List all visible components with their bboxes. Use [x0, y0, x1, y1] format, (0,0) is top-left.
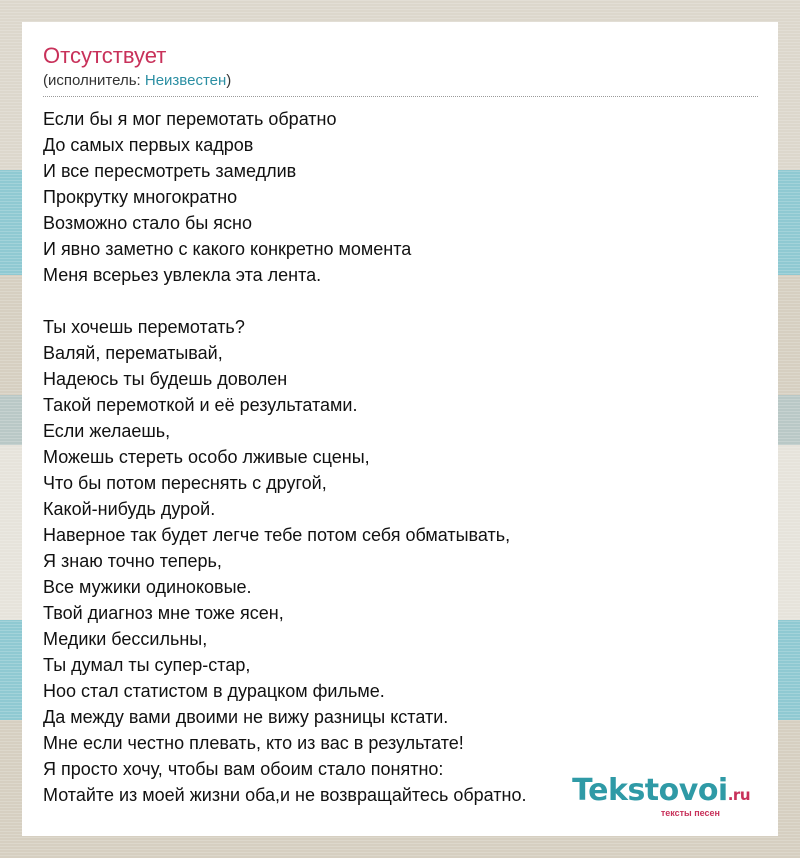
lyric-line: Ноо стал статистом в дурацком фильме. — [43, 681, 385, 701]
lyric-line: Прокрутку многократно — [43, 187, 238, 207]
lyric-line: Валяй, перематывай, — [43, 343, 223, 363]
lyric-line: Твой диагноз мне тоже ясен, — [43, 603, 284, 623]
song-title: Отсутствует — [43, 43, 167, 68]
lyric-line: Мотайте из моей жизни оба,и не возвращайтесь обратно. — [43, 785, 527, 805]
lyric-line: Если желаешь, — [43, 421, 171, 441]
logo-brand: Tekstovoi — [572, 773, 728, 808]
lyric-line: Медики бессильны, — [43, 629, 208, 649]
logo-wordmark — [572, 775, 750, 811]
lyric-line: Если бы я мог перемотать обратно — [43, 109, 337, 129]
lyric-line: Я просто хочу, чтобы вам обоим стало понятно: — [43, 759, 444, 779]
lyric-line: Надеюсь ты будешь доволен — [43, 369, 288, 389]
artist-suffix: ) — [226, 72, 232, 89]
lyric-line: Меня всерьез увлекла эта лента. — [43, 265, 322, 285]
lyric-line: Что бы потом переснять с другой, — [43, 473, 327, 493]
lyric-line: И явно заметно с какого конкретно момента — [43, 239, 412, 259]
lyric-line: Можешь стереть особо лживые сцены, — [43, 447, 370, 467]
lyric-line: Наверное так будет легче тебе потом себя обматывать, — [43, 525, 511, 545]
lyric-blank-line — [43, 288, 758, 314]
tekstovoi-logo — [572, 775, 750, 818]
lyrics-card — [22, 22, 778, 836]
lyric-line: Ты хочешь перемотать? — [43, 317, 245, 337]
lyrics-text — [43, 106, 758, 808]
lyric-line: Возможно стало бы ясно — [43, 213, 252, 233]
logo-tagline: тексты песен — [660, 808, 720, 818]
lyric-line: Я знаю точно теперь, — [43, 551, 222, 571]
logo-tld: .ru — [727, 786, 750, 804]
artist-prefix: (исполнитель: — [43, 72, 145, 89]
lyric-line: Ты думал ты супер-стар, — [43, 655, 251, 675]
artist-link[interactable]: Неизвестен — [144, 72, 227, 89]
lyric-line: И все пересмотреть замедлив — [43, 161, 297, 181]
lyric-line: Все мужики одиноковые. — [43, 577, 252, 597]
lyric-line: Мне если честно плевать, кто из вас в результате! — [43, 733, 464, 753]
lyric-line: До самых первых кадров — [43, 135, 254, 155]
artist-line — [43, 72, 758, 97]
lyric-line: Да между вами двоими не вижу разницы кстати. — [43, 707, 449, 727]
lyric-line: Какой-нибудь дурой. — [43, 499, 216, 519]
lyric-line: Такой перемоткой и её результатами. — [43, 395, 358, 415]
